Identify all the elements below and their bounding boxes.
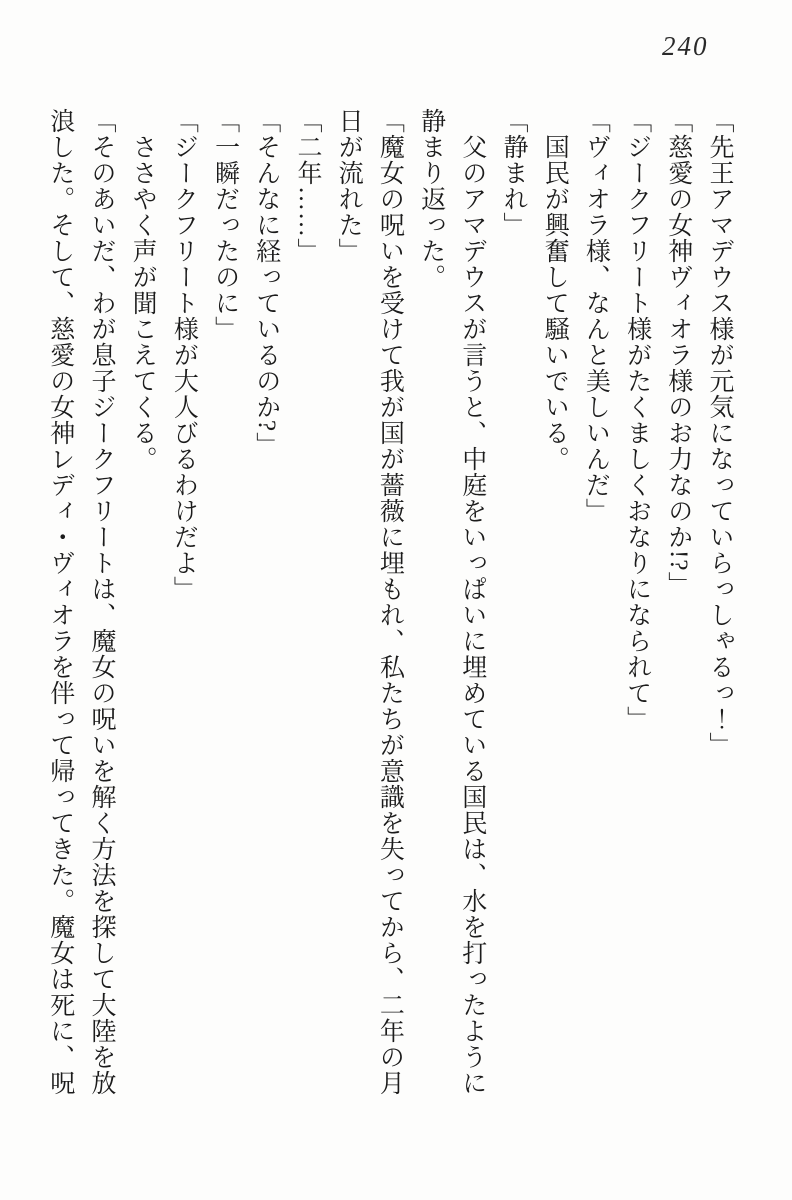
narration-line: ささやく声が聞こえてくる。: [129, 108, 157, 472]
dialogue-line: 「二年……」: [293, 108, 321, 264]
page-text: [38, 108, 740, 1104]
dialogue-line: 「そのあいだ、わが息子ジークフリートは、魔女の呪いを解く方法を探して大陸を放浪した。そして、慈愛の女神レディ・ヴィオラを伴って帰ってきた。魔女は死に、呪: [46, 108, 115, 1096]
narration-line: 国民が興奮して騒いでいる。: [541, 108, 569, 472]
dialogue-line: 「魔女の呪いを受けて我が国が薔薇に埋もれ、私たちが意識を失ってから、二年の月日が流れた」: [335, 108, 404, 1096]
dialogue-line: 「ジークフリート様がたくましくおなりになられて」: [623, 108, 651, 732]
dialogue-line: 「一瞬だったのに」: [211, 108, 239, 342]
dialogue-line: 「そんなに経っているのか?」: [252, 108, 280, 459]
dialogue-line: 「先王アマデウス様が元気になっていらっしゃるっ！」: [706, 108, 733, 758]
dialogue-line: 「静まれ」: [499, 108, 527, 238]
dialogue-line: 「慈愛の女神ヴィオラ様のお力なのか!?」: [664, 108, 692, 598]
page-number: 240: [662, 31, 709, 61]
narration-line: 父のアマデウスが言うと、中庭をいっぱいに埋めている国民は、水を打ったように静まり返った。: [417, 108, 486, 1096]
dialogue-line: 「ヴィオラ様、なんと美しいんだ」: [582, 108, 610, 524]
dialogue-line: 「ジークフリート様が大人びるわけだよ」: [170, 108, 198, 602]
